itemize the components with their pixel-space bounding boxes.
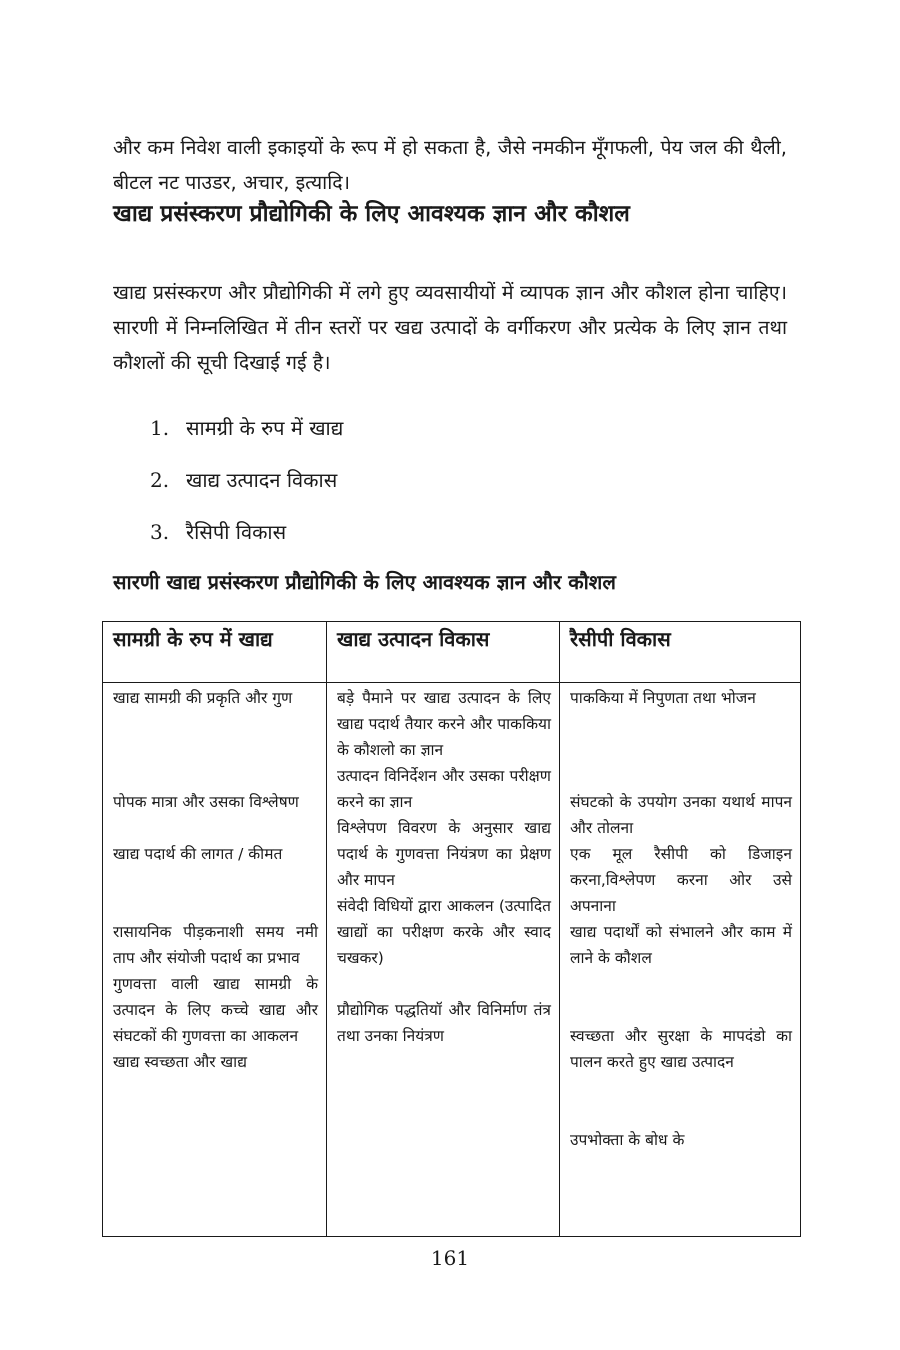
table-cell-text: उत्पादन विनिर्देशन और उसका परीक्षण करने का ज्ञान — [337, 767, 551, 811]
table-cell-text: गुणवत्ता वाली खाद्य सामग्री के उत्पादन के लिए कच्चे खाद्य और संघटकों की गुणवत्ता का आकलन — [113, 975, 318, 1045]
table-cell-text: खाद्य सामग्री की प्रकृति और गुण — [113, 689, 293, 707]
table-cell-product-development — [327, 683, 560, 1237]
list-text: रैसिपी विकास — [186, 520, 287, 544]
table-cell-text: खाद्य पदार्थ की लागत / कीमत — [113, 845, 283, 863]
table-cell-text: पाककिया में निपुणता तथा भोजन — [570, 689, 756, 707]
list-item — [150, 410, 343, 462]
intro-paragraph: और कम निवेश वाली इकाइयों के रूप में हो सकता है, जैसे नमकीन मूँगफली, पेय जल की थैली, बीटल नट पाउडर, अचार, इत्यादि। — [113, 135, 787, 194]
column-header-material: सामग्री के रुप में खाद्य — [103, 622, 327, 683]
table-cell-text: विश्लेपण विवरण के अनुसार खाद्य पदार्थ के गुणवत्ता नियंत्रण का प्रेक्षण और मापन — [337, 819, 551, 889]
table-cell-text: प्रौद्योगिक पद्धतियॉ और विनिर्माण तंत्र तथा उनका नियंत्रण — [337, 1001, 551, 1045]
numbered-list — [150, 410, 343, 566]
table-cell-text: संघटको के उपयोग उनका यथार्थ मापन और तोलना — [570, 793, 792, 837]
table-cell-text: संवेदी विधियों द्वारा आकलन (उत्पादित खाद्यों का परीक्षण करके और स्वाद चखकर) — [337, 897, 551, 967]
table-cell-text: एक मूल रैसीपी को डिजाइन करना,विश्लेपण करना ओर उसे अपनाना — [570, 845, 792, 915]
section-heading: खाद्य प्रसंस्करण प्रौद्योगिकी के लिए आवश्यक ज्ञान और कौशल — [113, 201, 630, 227]
table-cell-recipe-development — [560, 683, 801, 1237]
table-cell-material — [103, 683, 327, 1237]
column-header-product-development: खाद्य उत्पादन विकास — [327, 622, 560, 683]
table-cell-text: स्वच्छता और सुरक्षा के मापदंडो का पालन करते हुए खाद्य उत्पादन — [570, 1027, 792, 1071]
list-text: खाद्य उत्पादन विकास — [186, 468, 338, 492]
table-cell-text: बड़े पैमाने पर खाद्य उत्पादन के लिए खाद्य पदार्थ तैयार करने और पाककिया के कौशलो का ज्ञान — [337, 689, 551, 759]
column-header-recipe-development: रैसीपी विकास — [560, 622, 801, 683]
table-cell-text: खाद्य पदार्थों को संभालने और काम में लाने के कौशल — [570, 923, 792, 967]
knowledge-skills-table — [102, 621, 801, 1237]
table-header-row — [103, 622, 801, 683]
list-item — [150, 514, 343, 566]
list-item — [150, 462, 343, 514]
page-number: 161 — [430, 1246, 470, 1270]
list-number: 3. — [150, 520, 170, 544]
table-cell-text: उपभोक्ता के बोध के — [570, 1131, 685, 1149]
list-number: 1. — [150, 416, 170, 440]
list-number: 2. — [150, 468, 170, 492]
list-text: सामग्री के रुप में खाद्य — [186, 416, 344, 440]
table-cell-text: पोपक मात्रा और उसका विश्लेषण — [113, 793, 299, 811]
table-row — [103, 683, 801, 1237]
table-caption: सारणी खाद्य प्रसंस्करण प्रौद्योगिकी के लिए आवश्यक ज्ञान और कौशल — [113, 570, 616, 594]
body-paragraph: खाद्य प्रसंस्करण और प्रौद्योगिकी में लगे हुए व्यवसायीयों में व्यापक ज्ञान और कौशल होना चाहिए। सारणी में निम्नलिखित में तीन स्तरों पर खद्य उत्पादों के वर्गीकरण और प्रत्येक के लिए ज्ञान तथा कौशलों की सूची दिखाई गई है। — [113, 280, 787, 374]
table-cell-text: रासायनिक पीड़कनाशी समय नमी ताप और संयोजी पदार्थ का प्रभाव — [113, 923, 318, 967]
table-cell-text: खाद्य स्वच्छता और खाद्य — [113, 1053, 247, 1071]
